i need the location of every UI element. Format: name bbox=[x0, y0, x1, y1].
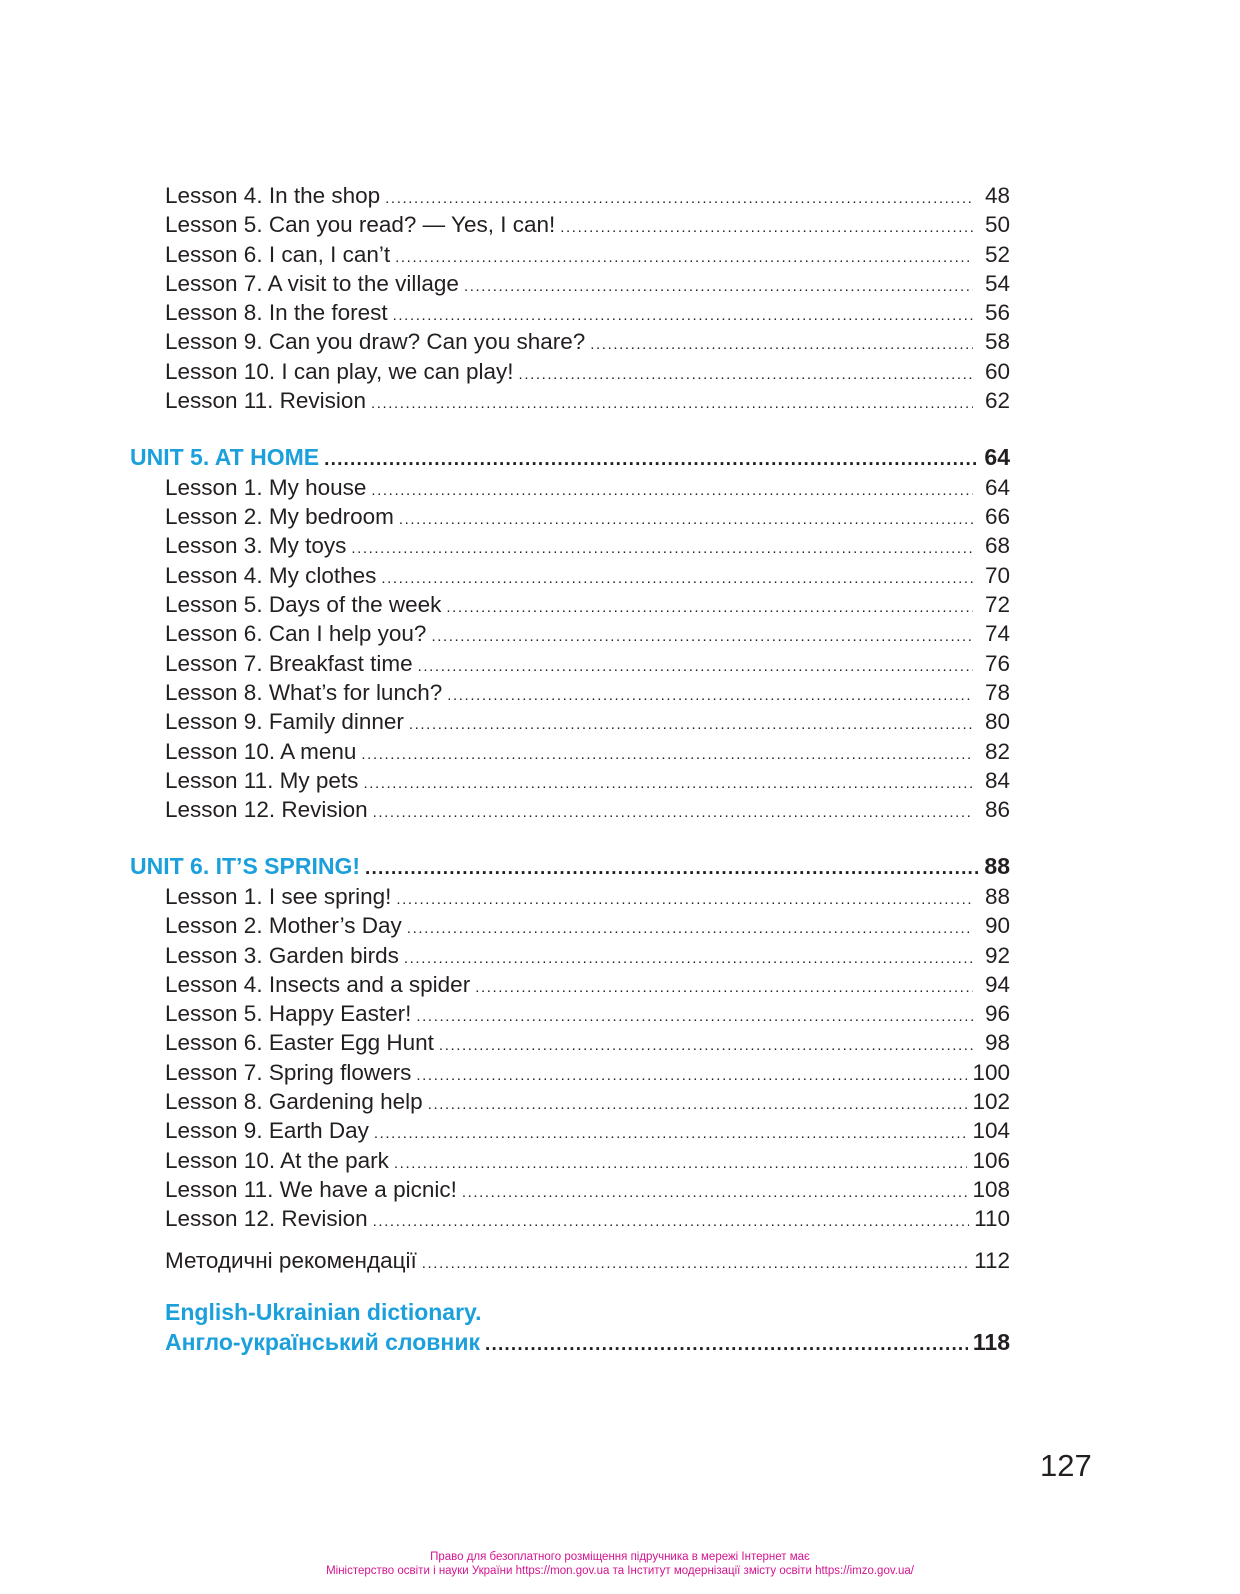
dot-leader bbox=[404, 944, 973, 973]
entry-title: Lesson 4. Insects and a spider bbox=[165, 971, 471, 997]
entry-title: Lesson 3. My toys bbox=[165, 533, 347, 559]
dot-leader bbox=[485, 1329, 968, 1360]
unit-6-heading[interactable] bbox=[130, 852, 1010, 882]
toc-entry[interactable] bbox=[130, 590, 1010, 619]
dot-leader bbox=[371, 476, 973, 505]
toc-entry[interactable] bbox=[130, 941, 1010, 970]
toc-entry[interactable] bbox=[130, 737, 1010, 766]
entry-page: 52 bbox=[984, 241, 1010, 267]
toc-entry[interactable] bbox=[130, 269, 1010, 298]
dot-leader bbox=[464, 272, 973, 301]
entry-page: 118 bbox=[972, 1328, 1010, 1355]
unit-page: 64 bbox=[984, 444, 1010, 471]
dot-leader bbox=[373, 798, 973, 827]
entry-title: Lesson 6. Easter Egg Hunt bbox=[165, 1030, 434, 1056]
toc-entry[interactable] bbox=[130, 911, 1010, 940]
dot-leader bbox=[409, 710, 973, 739]
lesson-list-unit6 bbox=[130, 882, 1010, 1234]
entry-page: 92 bbox=[984, 942, 1010, 968]
toc-entry[interactable] bbox=[130, 1175, 1010, 1204]
entry-page: 110 bbox=[974, 1206, 1010, 1232]
entry-page: 108 bbox=[972, 1176, 1010, 1202]
toc-entry[interactable] bbox=[130, 999, 1010, 1028]
toc-entry[interactable] bbox=[130, 502, 1010, 531]
entry-title: Lesson 2. Mother’s Day bbox=[165, 913, 402, 939]
dictionary-title-ua: Англо-український словник bbox=[165, 1328, 480, 1355]
dot-leader bbox=[351, 534, 973, 563]
entry-title: Lesson 3. Garden birds bbox=[165, 942, 399, 968]
dot-leader bbox=[428, 1090, 968, 1119]
entry-page: 62 bbox=[984, 388, 1010, 414]
toc-entry[interactable] bbox=[130, 298, 1010, 327]
dot-leader bbox=[363, 769, 973, 798]
methodology-entry[interactable] bbox=[130, 1246, 1010, 1275]
entry-page: 106 bbox=[972, 1147, 1010, 1173]
toc-entry[interactable] bbox=[130, 795, 1010, 824]
dot-leader bbox=[560, 213, 973, 242]
toc-entry[interactable] bbox=[130, 473, 1010, 502]
dot-leader bbox=[393, 301, 973, 330]
toc-entry[interactable] bbox=[130, 1058, 1010, 1087]
entry-page: 78 bbox=[984, 679, 1010, 705]
entry-page: 70 bbox=[984, 562, 1010, 588]
entry-title: Lesson 1. I see spring! bbox=[165, 883, 392, 909]
dot-leader bbox=[365, 854, 979, 884]
entry-page: 54 bbox=[984, 270, 1010, 296]
unit-page: 88 bbox=[984, 853, 1010, 880]
toc-entry[interactable] bbox=[130, 531, 1010, 560]
entry-page: 58 bbox=[984, 329, 1010, 355]
toc-entry[interactable] bbox=[130, 766, 1010, 795]
toc-entry[interactable] bbox=[130, 1116, 1010, 1145]
dot-leader bbox=[416, 1002, 973, 1031]
toc-entry[interactable] bbox=[130, 1204, 1010, 1233]
entry-title: Lesson 8. In the forest bbox=[165, 300, 388, 326]
entry-title: Lesson 11. Revision bbox=[165, 388, 366, 414]
dot-leader bbox=[519, 360, 973, 389]
footer-line-2: Міністерство освіти і науки України https://mon.gov.ua та Інститут модернізації змісту освіти https://imzo.gov.ua/ bbox=[326, 1565, 914, 1577]
unit-title: UNIT 6. IT’S SPRING! bbox=[130, 853, 361, 880]
entry-page: 112 bbox=[974, 1247, 1010, 1273]
entry-page: 66 bbox=[984, 504, 1010, 530]
entry-title: Lesson 12. Revision bbox=[165, 797, 368, 823]
entry-title: Lesson 2. My bedroom bbox=[165, 504, 394, 530]
entry-page: 50 bbox=[984, 212, 1010, 238]
dot-leader bbox=[373, 1207, 970, 1236]
toc-entry[interactable] bbox=[130, 386, 1010, 415]
toc-entry[interactable] bbox=[130, 327, 1010, 356]
entry-page: 84 bbox=[984, 767, 1010, 793]
dot-leader bbox=[399, 505, 973, 534]
dot-leader bbox=[416, 1061, 967, 1090]
lesson-list-unit4 bbox=[130, 181, 1010, 415]
toc-entry[interactable] bbox=[130, 181, 1010, 210]
entry-title: Lesson 4. My clothes bbox=[165, 562, 377, 588]
dot-leader bbox=[446, 593, 973, 622]
entry-page: 60 bbox=[984, 358, 1010, 384]
entry-title: Lesson 12. Revision bbox=[165, 1206, 368, 1232]
toc-entry[interactable] bbox=[130, 1087, 1010, 1116]
entry-page: 88 bbox=[984, 883, 1010, 909]
footer-notice bbox=[0, 1550, 1240, 1578]
footer-line-1: Право для безоплатного розміщення підручника в мережі Інтернет має bbox=[430, 1551, 810, 1563]
entry-page: 94 bbox=[984, 971, 1010, 997]
entry-title: Lesson 9. Earth Day bbox=[165, 1118, 369, 1144]
toc-entry[interactable] bbox=[130, 619, 1010, 648]
dot-leader bbox=[407, 914, 973, 943]
entry-title: Lesson 8. Gardening help bbox=[165, 1089, 423, 1115]
dot-leader bbox=[439, 1031, 973, 1060]
dot-leader bbox=[381, 564, 973, 593]
entry-title: Lesson 6. Can I help you? bbox=[165, 621, 427, 647]
entry-page: 90 bbox=[984, 913, 1010, 939]
toc-entry[interactable] bbox=[130, 707, 1010, 736]
dictionary-title-en: English-Ukrainian dictionary. bbox=[165, 1298, 482, 1325]
toc-entry[interactable] bbox=[130, 1028, 1010, 1057]
entry-page: 76 bbox=[984, 650, 1010, 676]
dot-leader bbox=[385, 184, 973, 213]
entry-page: 82 bbox=[984, 738, 1010, 764]
entry-title: Lesson 10. At the park bbox=[165, 1147, 389, 1173]
entry-page: 72 bbox=[984, 592, 1010, 618]
lesson-list-unit5 bbox=[130, 473, 1010, 825]
entry-title: Lesson 1. My house bbox=[165, 474, 367, 500]
unit-5-heading[interactable] bbox=[130, 443, 1010, 473]
dot-leader bbox=[396, 885, 973, 914]
entry-title: Lesson 5. Days of the week bbox=[165, 592, 442, 618]
dot-leader bbox=[395, 243, 973, 272]
toc-entry[interactable] bbox=[130, 678, 1010, 707]
entry-page: 98 bbox=[984, 1030, 1010, 1056]
entry-title: Lesson 10. I can play, we can play! bbox=[165, 358, 514, 384]
toc-entry[interactable] bbox=[130, 210, 1010, 239]
entry-page: 80 bbox=[984, 709, 1010, 735]
dot-leader bbox=[374, 1119, 968, 1148]
toc-entry[interactable] bbox=[130, 882, 1010, 911]
dot-leader bbox=[447, 681, 973, 710]
entry-page: 64 bbox=[984, 474, 1010, 500]
entry-title: Lesson 5. Happy Easter! bbox=[165, 1001, 412, 1027]
entry-page: 102 bbox=[972, 1089, 1010, 1115]
entry-page: 104 bbox=[972, 1118, 1010, 1144]
entry-page: 48 bbox=[984, 183, 1010, 208]
entry-title: Lesson 8. What’s for lunch? bbox=[165, 679, 443, 705]
entry-title: Lesson 5. Can you read? — Yes, I can! bbox=[165, 212, 556, 238]
dictionary-entry[interactable] bbox=[130, 1327, 1010, 1358]
dot-leader bbox=[422, 1249, 969, 1278]
entry-page: 96 bbox=[984, 1001, 1010, 1027]
entry-title: Lesson 11. My pets bbox=[165, 767, 359, 793]
dot-leader bbox=[431, 622, 973, 651]
dot-leader bbox=[324, 445, 979, 475]
toc-entry[interactable] bbox=[130, 1146, 1010, 1175]
entry-page: 100 bbox=[972, 1059, 1010, 1085]
entry-title: Lesson 9. Can you draw? Can you share? bbox=[165, 329, 586, 355]
dot-leader bbox=[418, 652, 973, 681]
entry-title: Lesson 9. Family dinner bbox=[165, 709, 404, 735]
page-number: 127 bbox=[1040, 1448, 1092, 1483]
entry-title: Lesson 11. We have a picnic! bbox=[165, 1176, 457, 1202]
toc-entry[interactable] bbox=[130, 240, 1010, 269]
toc-entry[interactable] bbox=[130, 357, 1010, 386]
entry-page: 74 bbox=[984, 621, 1010, 647]
dot-leader bbox=[371, 389, 973, 418]
dot-leader bbox=[361, 740, 973, 769]
unit-title: UNIT 5. AT HOME bbox=[130, 444, 320, 471]
entry-title: Lesson 4. In the shop bbox=[165, 183, 381, 208]
entry-page: 56 bbox=[984, 300, 1010, 326]
dot-leader bbox=[475, 973, 973, 1002]
dot-leader bbox=[394, 1149, 968, 1178]
entry-title: Lesson 7. Breakfast time bbox=[165, 650, 413, 676]
entry-page: 68 bbox=[984, 533, 1010, 559]
toc-entry[interactable] bbox=[130, 561, 1010, 590]
entry-title: Lesson 6. I can, I can’t bbox=[165, 241, 391, 267]
entry-title: Lesson 7. A visit to the village bbox=[165, 270, 459, 296]
toc-entry[interactable] bbox=[130, 970, 1010, 999]
table-of-contents bbox=[130, 181, 1010, 1358]
dot-leader bbox=[462, 1178, 968, 1207]
dot-leader bbox=[590, 330, 973, 359]
entry-title: Методичні рекомендації bbox=[165, 1247, 417, 1273]
entry-page: 86 bbox=[984, 797, 1010, 823]
entry-title: Lesson 10. A menu bbox=[165, 738, 357, 764]
entry-title: Lesson 7. Spring flowers bbox=[165, 1059, 412, 1085]
toc-entry[interactable] bbox=[130, 649, 1010, 678]
